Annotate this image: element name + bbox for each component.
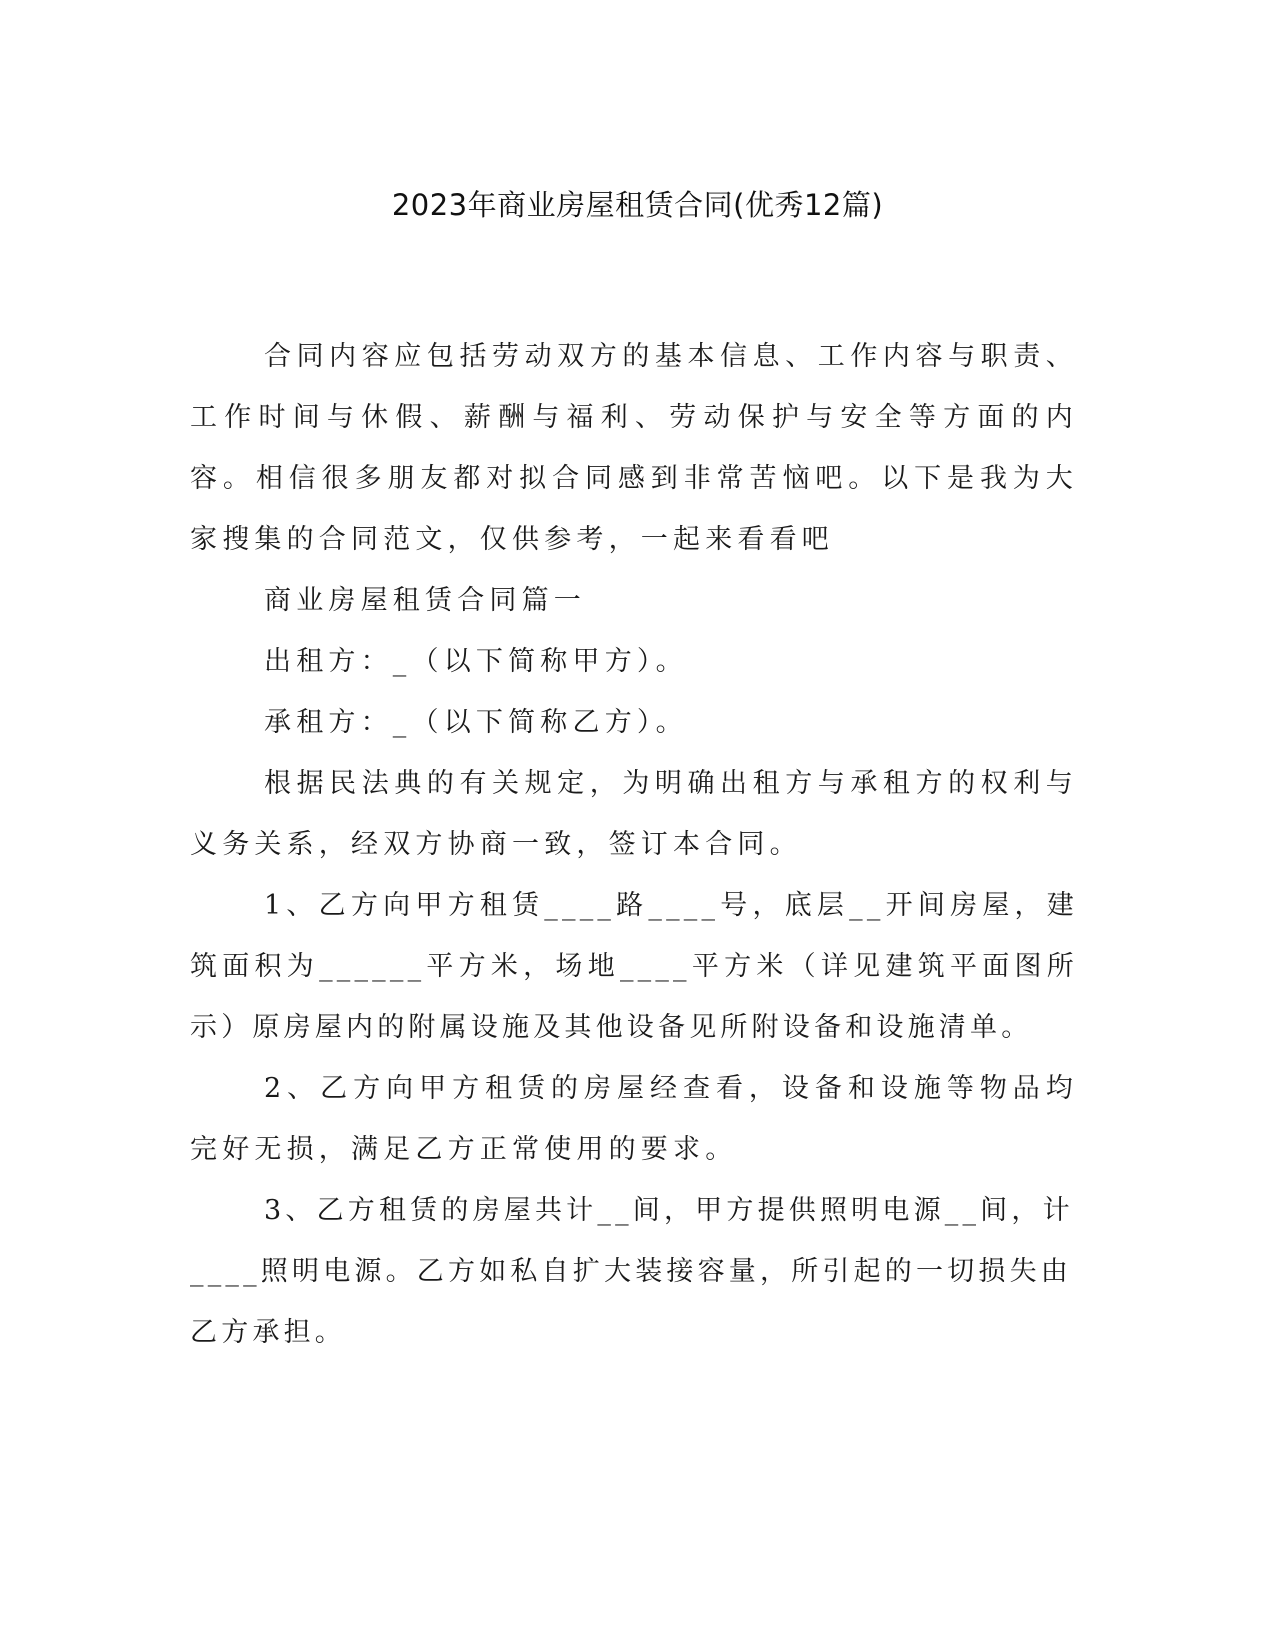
clause-1: 1、乙方向甲方租赁____路____号，底层__开间房屋，建筑面积为______平方米，场地____平方米（详见建筑平面图所示）原房屋内的附属设施及其他设备见所附设备和设施清单。 — [190, 890, 1078, 1043]
intro-paragraph: 合同内容应包括劳动双方的基本信息、工作内容与职责、工作时间与休假、薪酬与福利、劳动保护与安全等方面的内容。相信很多朋友都对拟合同感到非常苦恼吧。以下是我为大家搜集的合同范文，仅供参考，一起来看看吧 — [190, 341, 1078, 555]
clause-2: 2、乙方向甲方租赁的房屋经查看，设备和设施等物品均完好无损，满足乙方正常使用的要求。 — [190, 1073, 1078, 1165]
lessor-line: 出租方：_（以下简称甲方）。 — [264, 646, 688, 677]
document-title: 2023年商业房屋租赁合同(优秀12篇) — [391, 188, 884, 222]
clause-3: 3、乙方租赁的房屋共计__间，甲方提供照明电源__间，计____照明电源。乙方如私自扩大装接容量，所引起的一切损失由乙方承担。 — [190, 1195, 1074, 1348]
document-body — [190, 326, 1078, 1363]
lessee-line: 承租方：_（以下简称乙方）。 — [264, 707, 688, 738]
preamble-paragraph: 根据民法典的有关规定，为明确出租方与承租方的权利与义务关系，经双方协商一致，签订本合同。 — [190, 768, 1078, 860]
section-heading: 商业房屋租赁合同篇一 — [264, 585, 586, 616]
